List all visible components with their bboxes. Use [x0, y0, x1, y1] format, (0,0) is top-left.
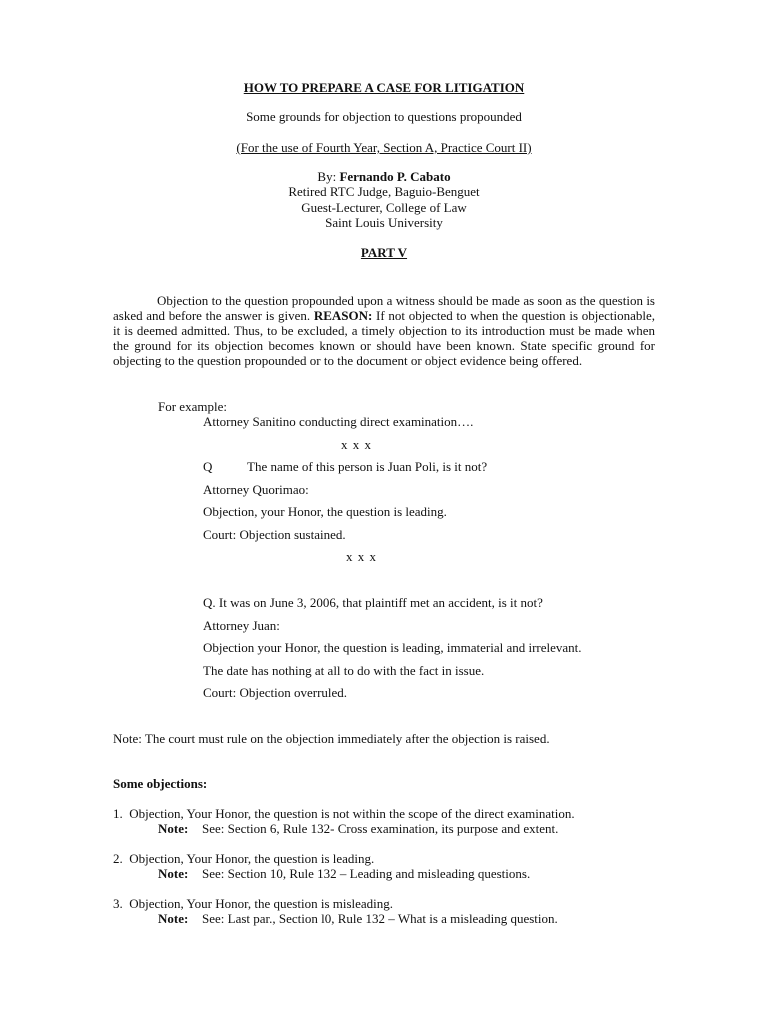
- objection-item-1-number: 1.: [113, 806, 123, 821]
- objection-item-1-text: Objection, Your Honor, the question is not within the scope of the direct examination.: [129, 806, 575, 821]
- author-line-3: Saint Louis University: [325, 215, 443, 230]
- court-ruling-1: Court: Objection sustained.: [203, 527, 346, 542]
- objection-2: Objection your Honor, the question is leading, immaterial and irrelevant.: [203, 640, 582, 655]
- objection-item-2-number: 2.: [113, 851, 123, 866]
- author-name: Fernando P. Cabato: [339, 169, 451, 184]
- objection-item-2-note: [158, 866, 530, 881]
- part-heading: PART V: [360, 245, 408, 260]
- attorney-quorimao-line: Attorney Quorimao:: [203, 482, 309, 497]
- objection-item-2-note-label: Note:: [158, 866, 189, 881]
- use-note: (For the use of Fourth Year, Section A, Practice Court II): [236, 140, 532, 155]
- separator-1: x x x: [341, 437, 371, 452]
- separator-2: x x x: [346, 549, 376, 564]
- objection-item-3-note: [158, 911, 558, 926]
- objection-item-3: [113, 896, 393, 911]
- question-2: Q. It was on June 3, 2006, that plaintiff met an accident, is it not?: [203, 595, 543, 610]
- objection-item-2-note-text: See: Section 10, Rule 132 – Leading and misleading questions.: [202, 866, 531, 881]
- intro-text-before: Objection to the question propounded upon a witness should be made as soon as the question is asked and before the answer is given.: [113, 293, 655, 323]
- attorney-juan-line: Attorney Juan:: [203, 618, 280, 633]
- question-1: [203, 459, 487, 474]
- court-note: Note: The court must rule on the objection immediately after the objection is raised.: [113, 731, 550, 746]
- intro-text-after: If not objected to when the question is objectionable, it is deemed admitted. Thus, to be excluded, a timely objection to its introduction must be made when the ground for its objection becomes known or should have been known. State specific ground for objecting to the question propounded or to the document or object evidence being offered.: [113, 308, 655, 368]
- question-1-label: Q: [203, 459, 213, 474]
- objection-item-3-note-text: See: Last par., Section l0, Rule 132 – What is a misleading question.: [202, 911, 558, 926]
- document-subtitle: Some grounds for objection to questions propounded: [246, 109, 522, 124]
- author-line-2: Guest-Lecturer, College of Law: [301, 200, 467, 215]
- objection-2-continued: The date has nothing at all to do with the fact in issue.: [203, 663, 485, 678]
- objection-item-1: [113, 806, 575, 821]
- attorney-sanitino-line: Attorney Sanitino conducting direct examination….: [203, 414, 474, 429]
- document-title: HOW TO PREPARE A CASE FOR LITIGATION: [243, 80, 525, 95]
- objection-item-1-note-text: See: Section 6, Rule 132- Cross examination, its purpose and extent.: [202, 821, 559, 836]
- question-1-text: The name of this person is Juan Poli, is it not?: [247, 459, 488, 474]
- objection-item-3-note-label: Note:: [158, 911, 189, 926]
- intro-paragraph: [113, 293, 655, 368]
- objection-item-3-text: Objection, Your Honor, the question is misleading.: [129, 896, 394, 911]
- objections-heading: Some objections:: [113, 776, 208, 791]
- by-prefix: By:: [317, 169, 337, 184]
- objection-1: Objection, your Honor, the question is leading.: [203, 504, 447, 519]
- reason-label: REASON:: [313, 308, 373, 323]
- objection-item-3-number: 3.: [113, 896, 123, 911]
- example-label: For example:: [158, 399, 227, 414]
- court-ruling-2: Court: Objection overruled.: [203, 685, 348, 700]
- objection-item-2-text: Objection, Your Honor, the question is leading.: [129, 851, 375, 866]
- byline: [0, 169, 768, 184]
- objection-item-1-note: [158, 821, 558, 836]
- author-line-1: Retired RTC Judge, Baguio-Benguet: [288, 184, 480, 199]
- objection-item-2: [113, 851, 374, 866]
- objection-item-1-note-label: Note:: [158, 821, 189, 836]
